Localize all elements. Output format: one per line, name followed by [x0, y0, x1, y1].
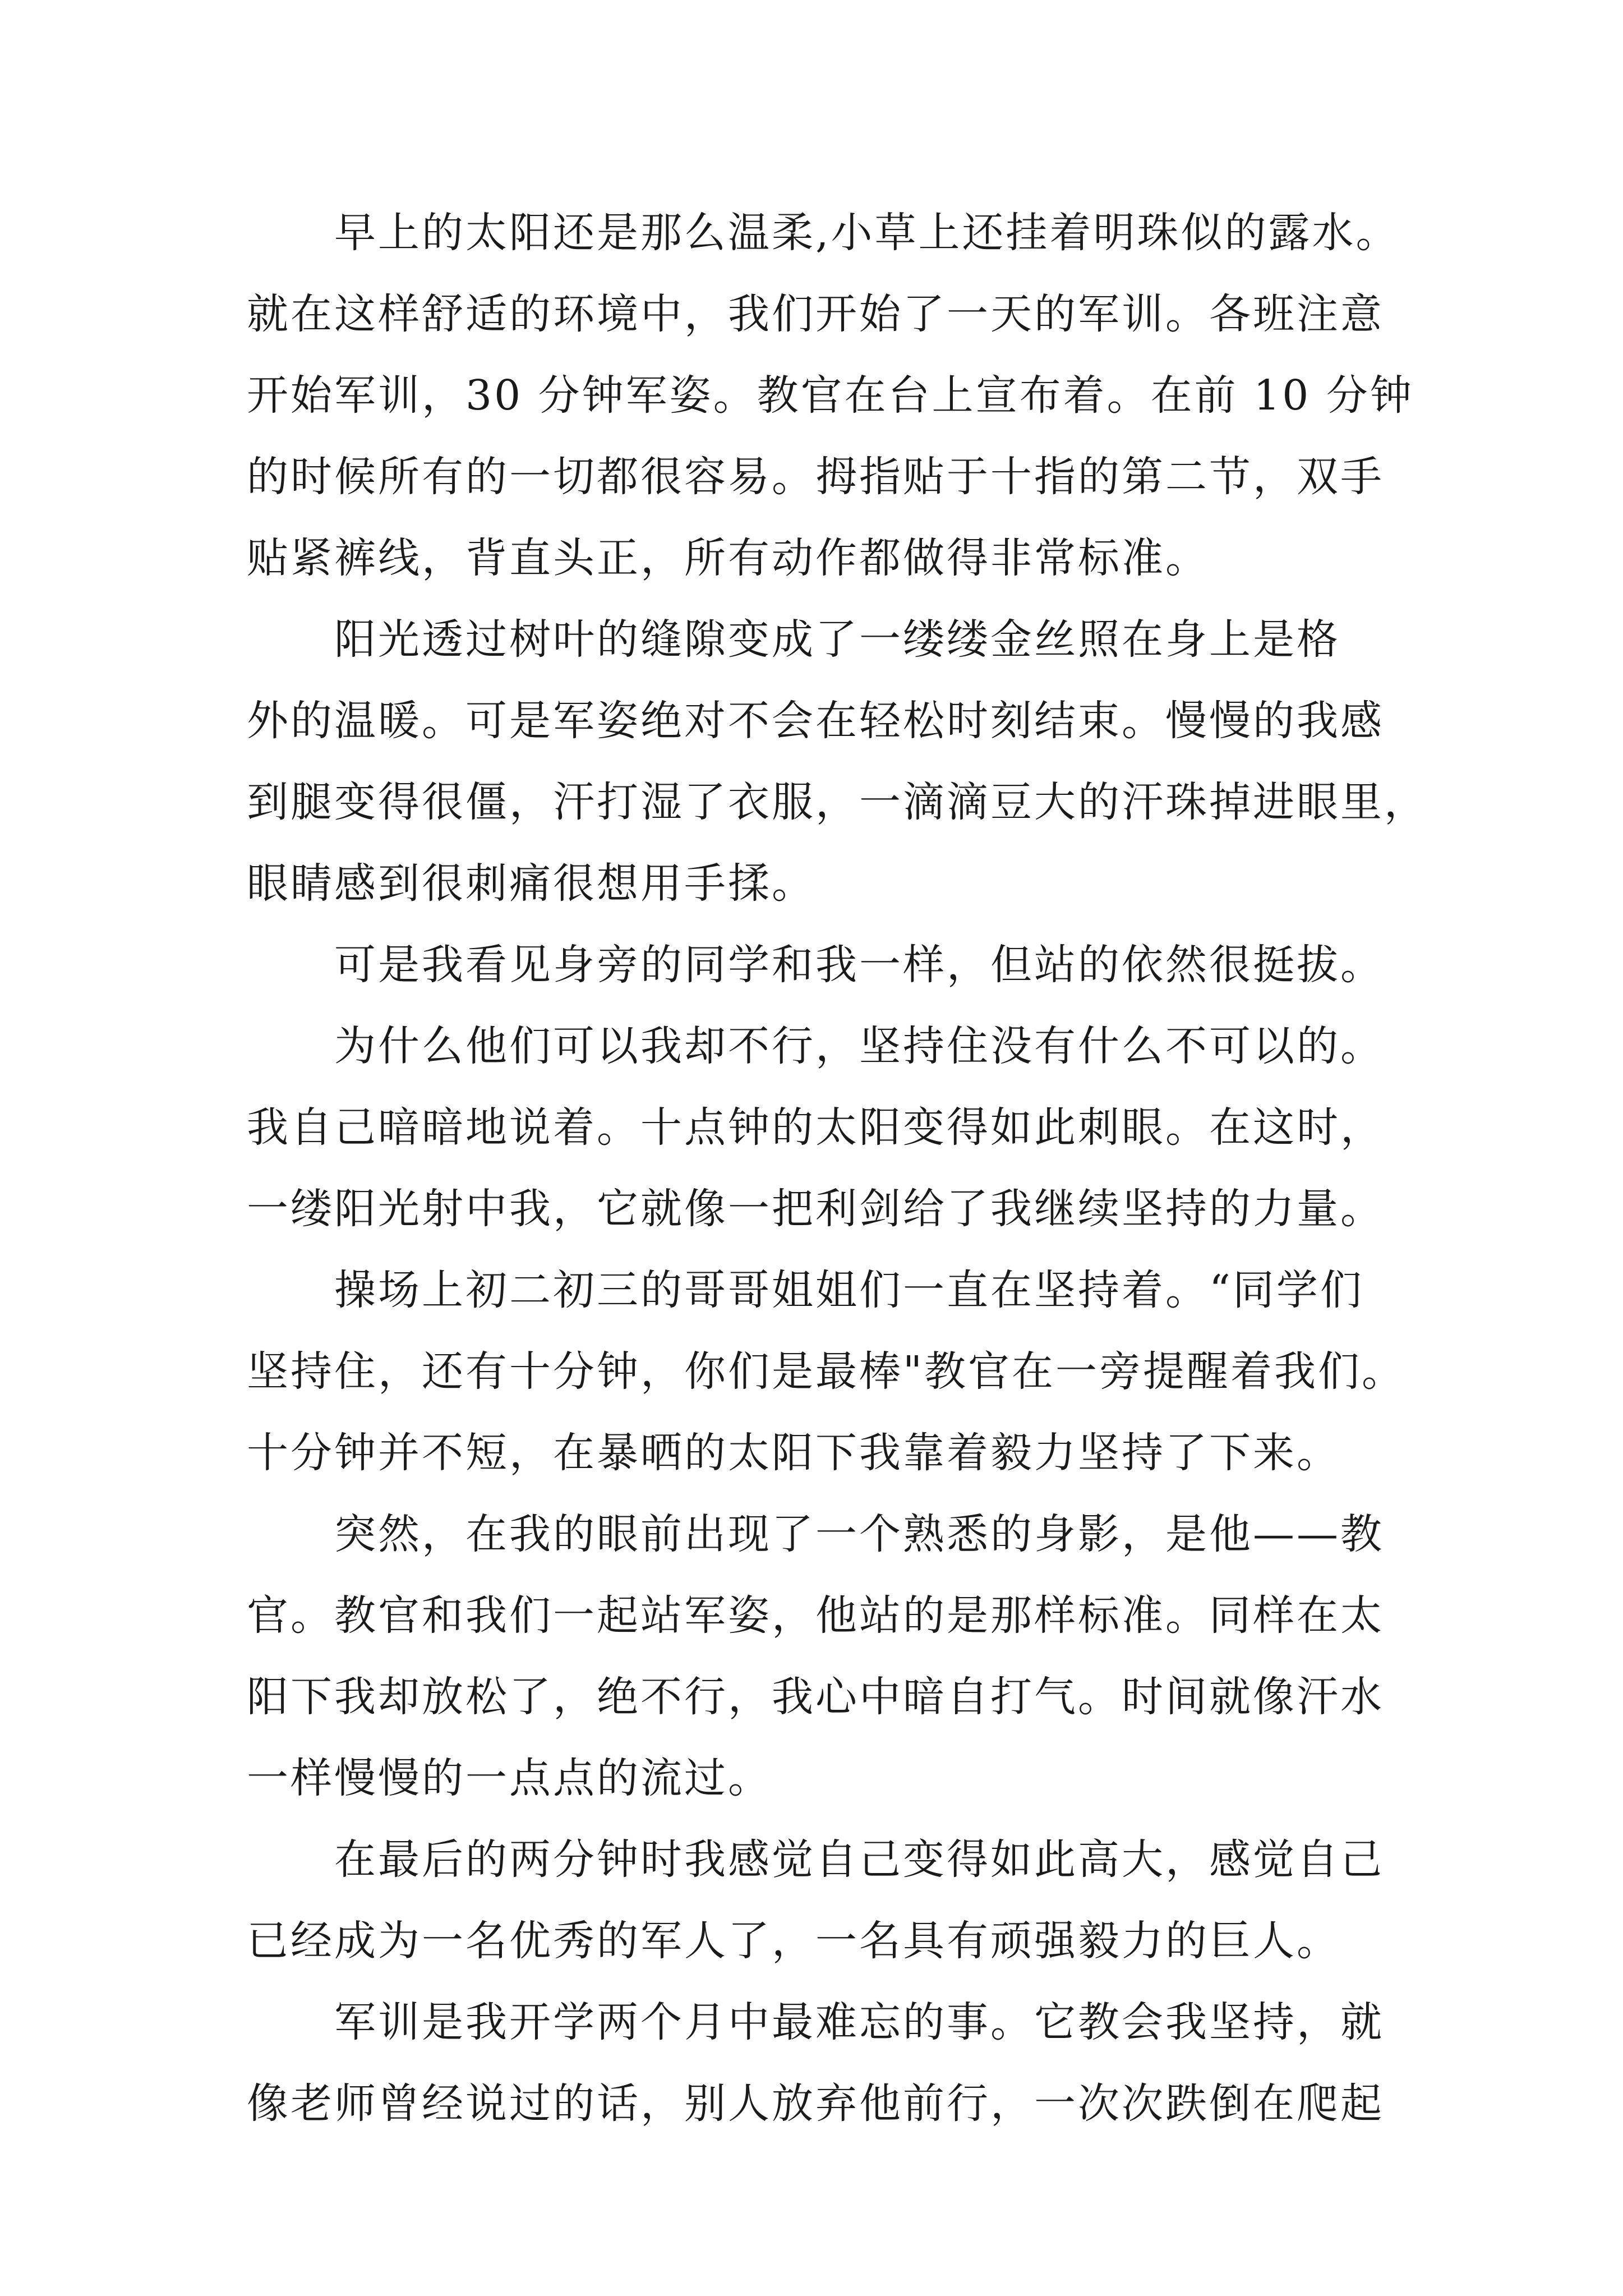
text-line-23: 军训是我开学两个月中最难忘的事。它教会我坚持，就: [334, 1998, 1384, 2046]
text-line-14: 操场上初二初三的哥哥姐姐们一直在坚持着。“同学们: [334, 1266, 1364, 1314]
text-line-13: 一缕阳光射中我，它就像一把利剑给了我继续坚持的力量。: [247, 1185, 1384, 1233]
text-line-12: 我自己暗暗地说着。十点钟的太阳变得如此刺眼。在这时，: [247, 1103, 1384, 1152]
text-line-17: 突然，在我的眼前出现了一个熟悉的身影，是他——教: [334, 1510, 1384, 1558]
text-line-24: 像老师曾经说过的话，别人放弃他前行，一次次跌倒在爬起: [247, 2079, 1384, 2128]
text-line-21: 在最后的两分钟时我感觉自己变得如此高大，感觉自己: [334, 1835, 1384, 1884]
text-line-7: 外的温暖。可是军姿绝对不会在轻松时刻结束。慢慢的我感: [247, 697, 1384, 745]
text-line-10: 可是我看见身旁的同学和我一样，但站的依然很挺拔。: [334, 941, 1384, 989]
text-line-9: 眼睛感到很刺痛很想用手揉。: [247, 859, 815, 908]
text-line-15: 坚持住，还有十分钟，你们是最棒"教官在一旁提醒着我们。: [247, 1347, 1406, 1396]
text-line-18: 官。教官和我们一起站军姿，他站的是那样标准。同样在太: [247, 1591, 1384, 1640]
text-line-3: 开始军训，30 分钟军姿。教官在台上宣布着。在前 10 分钟: [247, 371, 1414, 420]
text-line-20: 一样慢慢的一点点的流过。: [247, 1754, 772, 1802]
text-line-1: 早上的太阳还是那么温柔,小草上还挂着明珠似的露水。: [334, 209, 1400, 257]
text-line-16: 十分钟并不短，在暴晒的太阳下我靠着毅力坚持了下来。: [247, 1429, 1340, 1477]
text-line-19: 阳下我却放松了，绝不行，我心中暗自打气。时间就像汗水: [247, 1673, 1384, 1721]
text-line-22: 已经成为一名优秀的军人了，一名具有顽强毅力的巨人。: [247, 1917, 1340, 1965]
text-line-4: 的时候所有的一切都很容易。拇指贴于十指的第二节，双手: [247, 453, 1384, 501]
text-line-2: 就在这样舒适的环境中，我们开始了一天的军训。各班注意: [247, 290, 1384, 338]
text-line-5: 贴紧裤线，背直头正，所有动作都做得非常标准。: [247, 534, 1209, 582]
text-line-11: 为什么他们可以我却不行，坚持住没有什么不可以的。: [334, 1022, 1384, 1070]
text-line-8: 到腿变得很僵，汗打湿了衣服，一滴滴豆大的汗珠掉进眼里，: [247, 778, 1428, 826]
text-line-6: 阳光透过树叶的缝隙变成了一缕缕金丝照在身上是格: [334, 615, 1340, 664]
